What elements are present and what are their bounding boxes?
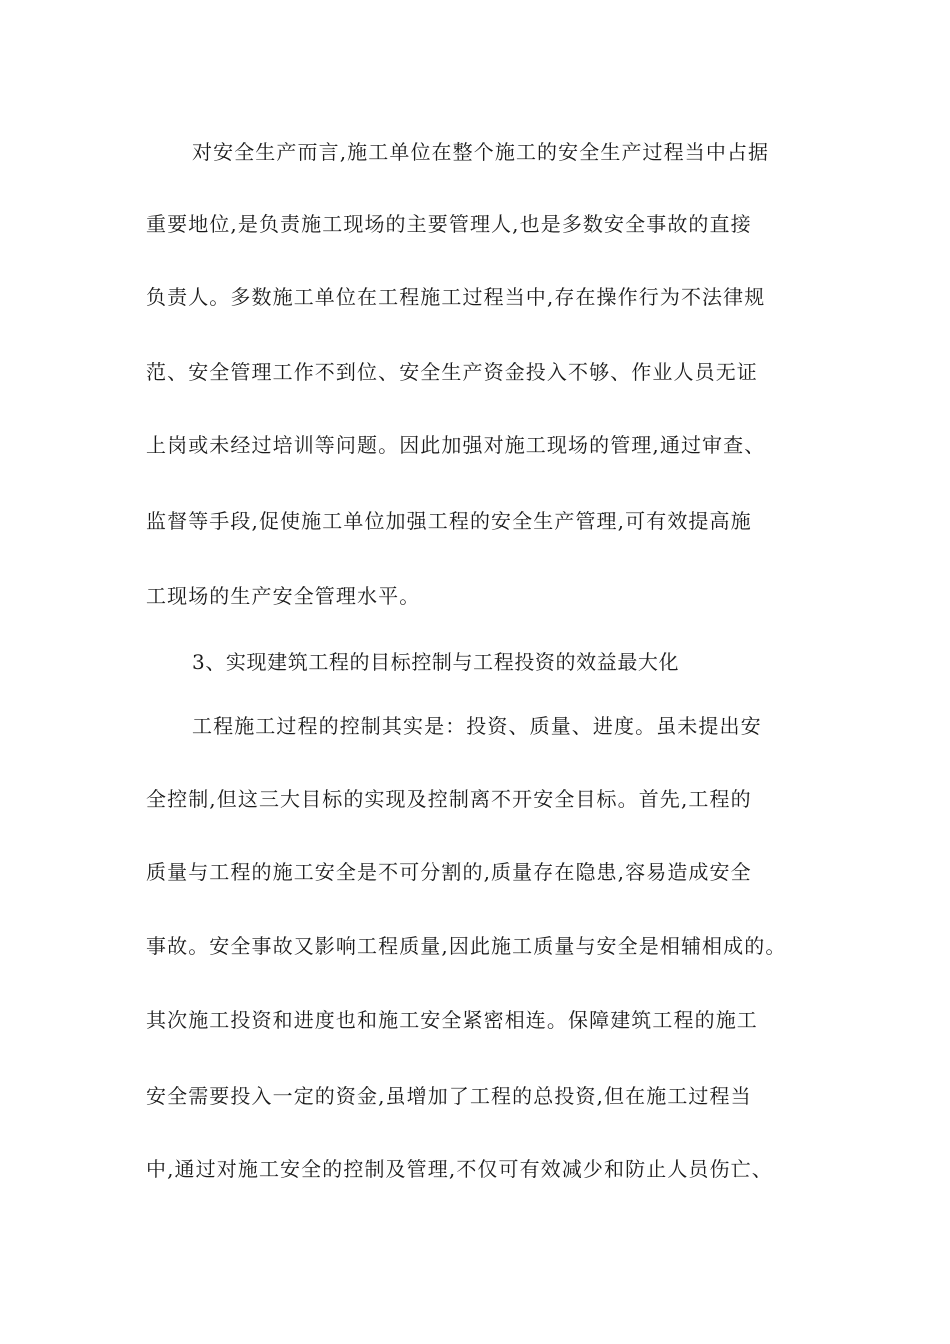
paragraph2-line-7: 中,通过对施工安全的控制及管理,不仅可有效减少和防止人员伤亡、	[146, 1157, 773, 1181]
paragraph2-line-6: 安全需要投入一定的资金,虽增加了工程的总投资,但在施工过程当	[146, 1084, 752, 1108]
paragraph2-line-4: 事故。安全事故又影响工程质量,因此施工质量与安全是相辅相成的。	[146, 934, 787, 958]
paragraph2-line-1: 工程施工过程的控制其实是：投资、质量、进度。虽未提出安	[192, 714, 762, 738]
section-heading-3: 3、实现建筑工程的目标控制与工程投资的效益最大化	[192, 650, 680, 674]
paragraph2-line-3: 质量与工程的施工安全是不可分割的,质量存在隐患,容易造成安全	[146, 860, 752, 884]
paragraph2-line-2: 全控制,但这三大目标的实现及控制离不开安全目标。首先,工程的	[146, 787, 752, 811]
paragraph1-line-3: 负责人。多数施工单位在工程施工过程当中,存在操作行为不法律规	[146, 285, 766, 309]
paragraph1-line-7: 工现场的生产安全管理水平。	[146, 584, 421, 608]
paragraph1-line-5: 上岗或未经过培训等问题。因此加强对施工现场的管理,通过审查、	[146, 433, 766, 457]
paragraph2-line-5: 其次施工投资和进度也和施工安全紧密相连。保障建筑工程的施工	[146, 1008, 758, 1032]
paragraph1-line-6: 监督等手段,促使施工单位加强工程的安全生产管理,可有效提高施	[146, 509, 752, 533]
paragraph1-line-4: 范、安全管理工作不到位、安全生产资金投入不够、作业人员无证	[146, 360, 758, 384]
paragraph1-line-1: 对安全生产而言,施工单位在整个施工的安全生产过程当中占据	[192, 140, 770, 164]
paragraph1-line-2: 重要地位,是负责施工现场的主要管理人,也是多数安全事故的直接	[146, 212, 752, 236]
